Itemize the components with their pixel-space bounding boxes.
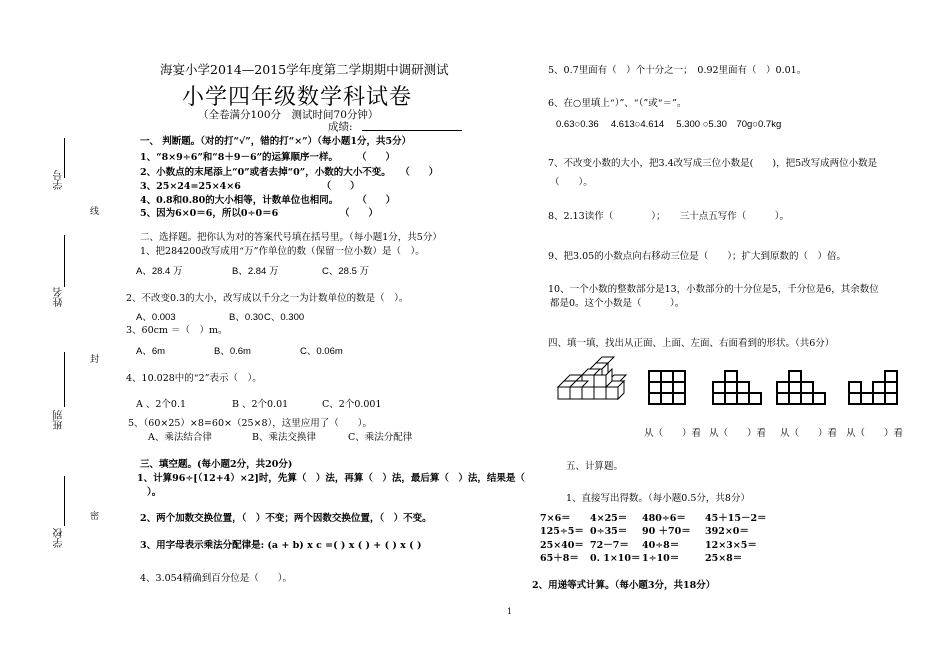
view-label-2: 从（ ）看 (709, 428, 767, 439)
section2-q5-opt-c: C、乘法分配律 (348, 432, 413, 443)
section2-q5: 5、（60×25）×8=60×（25×8），这里应用了（ ）。 (128, 418, 373, 429)
section2-q1-opt-c: C、28.5 万 (322, 266, 369, 277)
section3-title: 三、填空题。(每小题2分，共20分) (140, 459, 293, 470)
calc-item: 1÷10＝ (642, 553, 680, 564)
school-label: 学校 (54, 528, 65, 548)
section1-item-4: 4、0.8和0.80的大小相等，计数单位也相同。 （ ） (140, 195, 396, 206)
calc-item: 12×3×5＝ (705, 540, 757, 551)
calc-item: 72－7＝ (590, 540, 629, 551)
section3-q1: 1、计算96÷[（12+4）×2]时，先算（ ）法，再算（ ）法，最后算（ ）法，结果是（ (137, 473, 525, 484)
calc-item: 4×25＝ (590, 513, 628, 524)
calc-item: 480÷6＝ (642, 513, 686, 524)
page-number: 1 (507, 607, 513, 616)
section1-item-5: 5、因为6×0＝6，所以0÷0＝6 （ ） (140, 208, 378, 219)
exam-subtitle: （全卷满分100分 测试时间70分钟） (198, 109, 379, 121)
section3-q9: 9、把3.05的小数点向右移动三位是（ ）；扩大到原数的（ ）倍。 (548, 251, 846, 262)
cube-cluster-figure (554, 355, 634, 411)
section2-q2: 2、不改变0.3的大小，改写成以千分之一为计数单位的数是（ ）。 (126, 293, 409, 304)
section2-q5-opt-b: B、乘法交换律 (252, 432, 316, 443)
section3-q1-cont: ）。 (147, 487, 162, 498)
section2-q5-opt-a: A、乘法结合律 (148, 432, 212, 443)
section3-q5: 5、0.7里面有（ ）个十分之一； 0.92里面有（ ）0.01。 (548, 65, 807, 76)
calc-item: 125÷5＝ (540, 526, 584, 537)
section1-title: 一、 判断题。（对的打“√”，错的打“×”）（每小题1分，共5分） (140, 136, 412, 147)
section5-sub1: 1、直接写出得数。（每小题0.5分，共8分） (566, 493, 750, 504)
section3-q6-items: 0.63○0.36 4.613○4.614 5.300 ○5.30 70g○0.7kg (556, 119, 782, 130)
view-shape-2 (712, 370, 766, 406)
calc-item: 25×40＝ (540, 540, 584, 551)
calc-item: 0÷35＝ (590, 526, 628, 537)
school-title: 海宴小学2014—2015学年度第二学期期中调研测试 (160, 62, 449, 77)
section2-q4: 4、10.028中的“2”表示（ ）。 (126, 373, 262, 384)
section2-q2-opt-a: A、0.003 (136, 312, 176, 323)
section3-q7-cont: （ ）。 (550, 177, 593, 188)
student-id-label: 学号 (54, 170, 65, 190)
view-shape-3 (776, 370, 830, 406)
section5-title: 五、计算题。 (566, 461, 624, 472)
view-label-3: 从（ ）看 (780, 428, 838, 439)
section1-item-1: 1、“8×9÷6”和“8＋9－6”的运算顺序一样。 （ ） (140, 152, 396, 163)
section1-item-2: 2、小数点的末尾添上“0”或者去掉“0”，小数的大小不变。 （ ） (140, 167, 439, 178)
section2-q3: 3、60cm ＝（ ）m。 (126, 325, 228, 336)
school-line (64, 476, 65, 526)
section2-q3-opt-b: B、0.6m (214, 346, 251, 357)
calc-item: 40÷8＝ (642, 540, 680, 551)
calc-item: 25×8＝ (705, 553, 743, 564)
section2-q1-opt-b: B、2.84 万 (232, 266, 279, 277)
view-label-4: 从（ ）看 (846, 428, 904, 439)
section5-sub2: 2、用递等式计算。（每小题3分，共18分） (532, 580, 716, 591)
section2-q1-opt-a: A、28.4 万 (136, 266, 183, 277)
calc-item: 0. 1×10＝ (590, 553, 641, 564)
section3-q3: 3、用字母表示乘法分配律是: (a + b) x c =( ) x ( ) + ( ) x ( ) (140, 540, 422, 551)
section3-q8: 8、2.13读作（ ）； 三十点五写作（ ）。 (548, 211, 789, 222)
calc-item: 45＋15－2＝ (705, 513, 767, 524)
name-label: 姓名 (54, 287, 65, 307)
section2-q3-opt-c: C、0.06m (300, 346, 343, 357)
section1-item-3: 3、25×24=25×4×6 （ ） (140, 181, 360, 192)
score-line (362, 130, 462, 131)
view-shape-1 (648, 370, 688, 406)
section2-q4-opt-c: C、2个0.001 (322, 399, 382, 410)
calc-item: 65＋8＝ (540, 553, 579, 564)
seal-char-secret: 密 (90, 512, 100, 522)
class-label: 班别 (54, 410, 65, 430)
section3-q7: 7、不改变小数的大小，把3.4改写成三位小数是( )，把5改写成两位小数是 (548, 158, 878, 169)
section2-q3-opt-a: A、6m (136, 346, 166, 357)
section2-title: 二、选择题。把你认为对的答案代号填在括号里。（每小题1分，共5分） (140, 232, 442, 243)
seal-char-seal: 封 (90, 355, 100, 365)
calc-item: 7×6＝ (540, 513, 571, 524)
view-shape-4 (848, 370, 902, 406)
name-line (64, 235, 65, 287)
section2-q4-opt-b: B 、2个0.01 (232, 399, 289, 410)
calc-item: 90 ＋70＝ (642, 526, 691, 537)
section2-q4-opt-a: A 、2个0.1 (136, 399, 187, 410)
score-label: 成绩: (328, 121, 353, 133)
view-label-1: 从（ ）看 (644, 428, 702, 439)
main-title: 小学四年级数学科试卷 (182, 85, 413, 110)
section3-q10-cont: 都是0。这个小数是（ ）。 (550, 298, 685, 309)
seal-char-line: 线 (90, 207, 100, 217)
section2-q2-opt-c: C、0.300 (264, 312, 305, 323)
section3-q4: 4、3.054精确到百分位是（ ）。 (140, 573, 292, 584)
section4-title: 四、填一填，找出从正面、上面、左面、右面看到的形状。（共6分） (548, 338, 835, 349)
student-id-line (64, 138, 65, 178)
calc-item: 392×0＝ (705, 526, 749, 537)
section2-q2-opt-b: B、0.30 (229, 312, 264, 323)
section3-q2: 2、两个加数交换位置，（ ）不变；两个因数交换位置，（ ）不变。 (140, 513, 432, 524)
section3-q6: 6、在○里填上“）”、“（”或“＝”。 (548, 98, 687, 109)
section3-q10: 10、一个小数的整数部分是13，小数部分的十分位是5，千分位是6，其余数位 (548, 284, 879, 295)
class-line (64, 352, 65, 407)
section2-q1: 1、把284200改写成用“万”作单位的数（保留一位小数）是（ ）。 (140, 246, 425, 257)
